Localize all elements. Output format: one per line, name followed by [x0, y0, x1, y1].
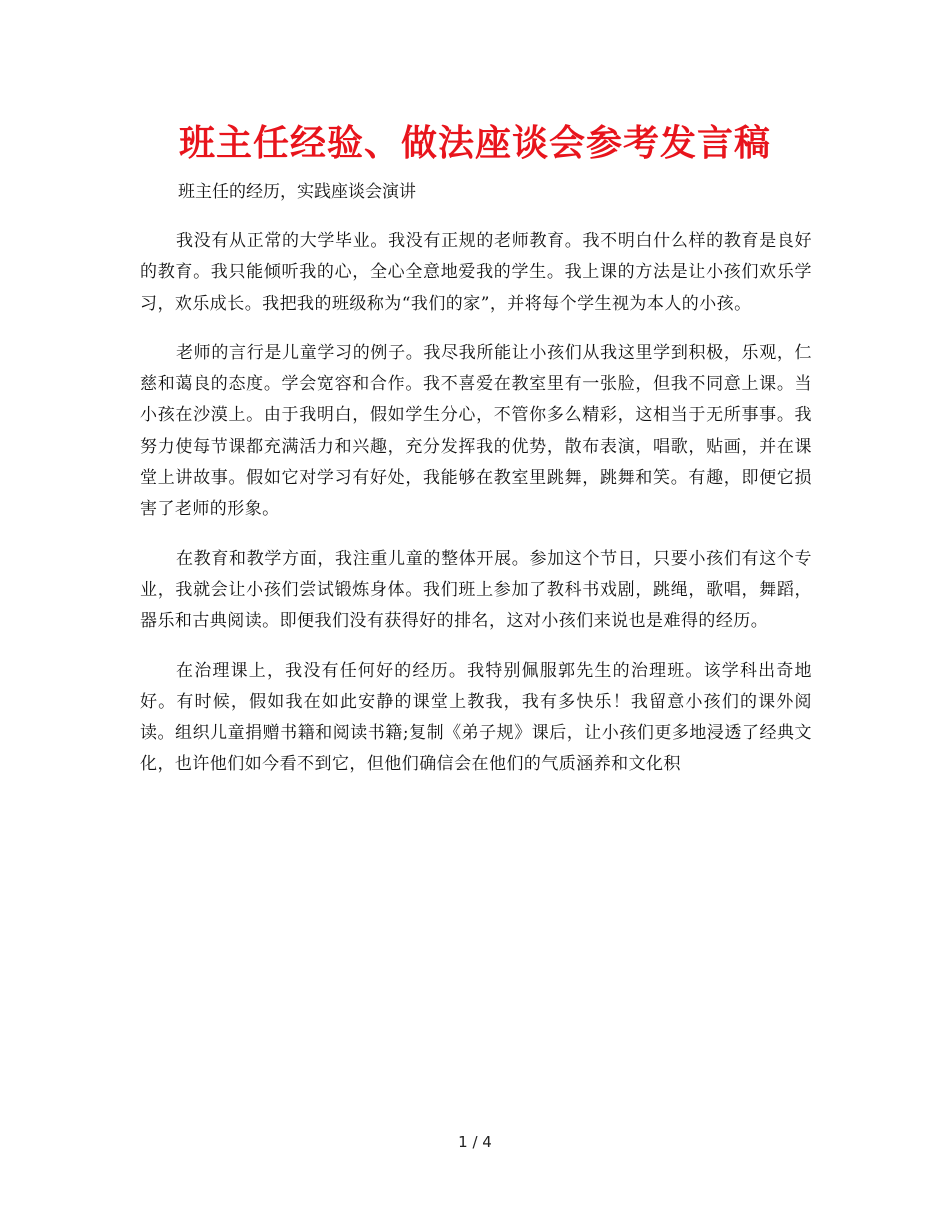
page-number: 1 / 4: [458, 1133, 492, 1151]
paragraph: 老师的言行是儿童学习的例子。我尽我所能让小孩们从我这里学到积极，乐观，仁慈和蔼良的态度。学会宽容和合作。我不喜爱在教室里有一张脸，但我不同意上课。当小孩在沙漠上。由于我明白，假如学生分心，不管你多么精彩，这相当于无所事事。我努力使每节课都充满活力和兴趣，充分发挥我的优势，散布表演，唱歌，贴画，并在课堂上讲故事。假如它对学习有好处，我能够在教室里跳舞，跳舞和笑。有趣，即便它损害了老师的形象。: [140, 342, 812, 520]
paragraph: 我没有从正常的大学毕业。我没有正规的老师教育。我不明白什么样的教育是良好的教育。我只能倾听我的心，全心全意地爱我的学生。我上课的方法是让小孩们欢乐学习，欢乐成长。我把我的班级称为“我们的家”，并将每个学生视为本人的小孩。: [140, 231, 812, 314]
paragraph: 在教育和教学方面，我注重儿童的整体开展。参加这个节日，只要小孩们有这个专业，我就会让小孩们尝试锻炼身体。我们班上参加了教科书戏剧，跳绳，歌唱，舞蹈，器乐和古典阅读。即便我们没有获得好的排名，这对小孩们来说也是难得的经历。: [140, 548, 812, 632]
document-subtitle: 班主任的经历，实践座谈会演讲: [178, 182, 416, 202]
paragraph: 在治理课上，我没有任何好的经历。我特别佩服郭先生的治理班。该学科出奇地好。有时候，假如我在如此安静的课堂上教我，我有多快乐！我留意小孩们的课外阅读。组织儿童捐赠书籍和阅读书籍;复制《弟子规》课后，让小孩们更多地浸透了经典文化，也许他们如今看不到它，但他们确信会在他们的气质涵养和文化积: [140, 660, 812, 775]
document-title: 班主任经验、做法座谈会参考发言稿: [178, 123, 771, 164]
document-body: [140, 226, 812, 781]
